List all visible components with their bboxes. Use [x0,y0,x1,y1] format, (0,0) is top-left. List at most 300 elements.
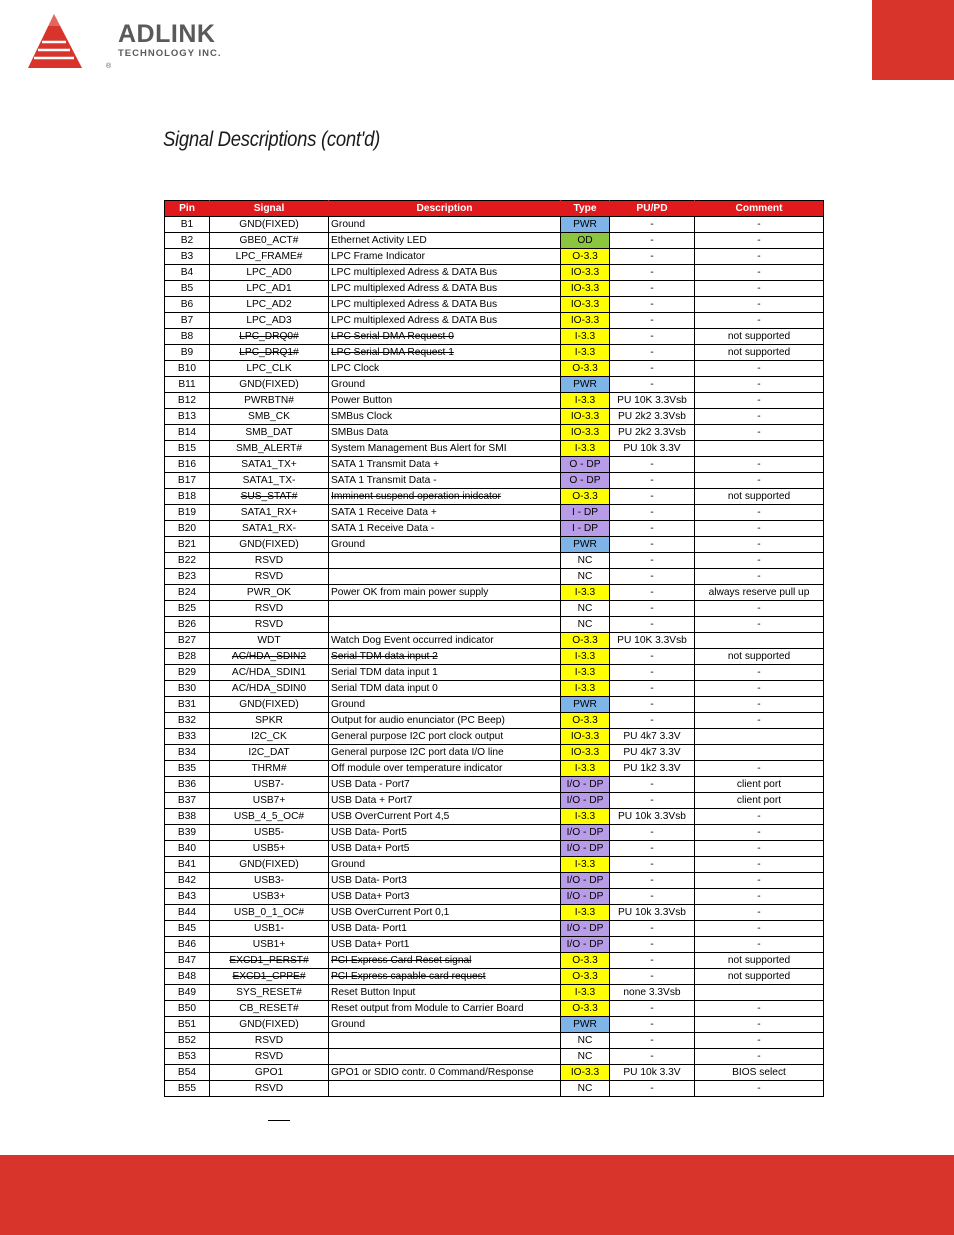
comment-cell-text: - [757,1018,761,1030]
pupd-cell-text: - [650,346,654,358]
pin-cell-text: B12 [177,394,197,406]
description-cell-text: USB Data- Port1 [331,922,407,934]
pin-cell [165,681,210,697]
pin-cell [165,233,210,249]
table-row [165,633,824,649]
pupd-cell-text: - [650,698,654,710]
type-cell-text: NC [577,554,593,566]
signal-cell [210,1033,329,1049]
signal-cell-text: SMB_DAT [245,426,293,438]
type-cell [561,361,610,377]
description-cell-text: PCI Express Card Reset signal [331,954,472,966]
pupd-cell [610,825,695,841]
pin-cell-text: B33 [177,730,197,742]
table-row [165,281,824,297]
signal-cell [210,969,329,985]
signal-cell-text: USB_4_5_OC# [233,810,305,822]
pin-cell-text: B35 [177,762,197,774]
table-row [165,1033,824,1049]
table-row [165,969,824,985]
comment-cell-text: not supported [727,650,791,662]
description-cell [329,281,561,297]
pin-cell-text: B8 [180,330,194,342]
pin-cell-text: B29 [177,666,197,678]
comment-cell-text: - [757,538,761,550]
signal-cell [210,217,329,233]
signal-cell-text: USB7+ [252,794,286,806]
pupd-cell-text: - [650,1018,654,1030]
description-cell [329,1033,561,1049]
comment-cell [695,233,824,249]
signal-cell-text: SATA1_RX+ [240,506,298,518]
header-type: Type [561,201,610,217]
comment-cell [695,569,824,585]
signal-cell [210,681,329,697]
comment-cell-text: - [757,842,761,854]
signal-table [164,200,824,1097]
type-cell-text: NC [577,1082,593,1094]
type-cell-text: I - DP [571,506,599,518]
type-cell-text: OD [577,234,593,246]
pupd-cell-text: PU 10k 3.3Vsb [618,906,686,918]
description-cell [329,761,561,777]
table-row [165,249,824,265]
comment-cell [695,393,824,409]
type-cell-text: I/O - DP [566,874,604,886]
pupd-cell [610,425,695,441]
type-cell [561,665,610,681]
pin-cell-text: B7 [180,314,194,326]
pupd-cell [610,889,695,905]
type-cell [561,985,610,1001]
comment-cell [695,329,824,345]
pupd-cell-text: - [650,250,654,262]
pupd-cell [610,313,695,329]
pupd-cell [610,1049,695,1065]
type-cell [561,729,610,745]
comment-cell [695,265,824,281]
pin-cell [165,393,210,409]
table-row [165,553,824,569]
signal-cell [210,777,329,793]
comment-cell-text: - [757,1050,761,1062]
pupd-cell [610,985,695,1001]
table-row [165,697,824,713]
pin-cell-text: B46 [177,938,197,950]
pin-cell [165,713,210,729]
type-cell [561,281,610,297]
table-row [165,233,824,249]
description-cell-text: Power OK from main power supply [331,586,489,598]
description-cell-text: USB Data + Port7 [331,794,413,806]
pin-cell-text: B21 [177,538,197,550]
table-row [165,681,824,697]
pupd-cell [610,265,695,281]
type-cell [561,313,610,329]
pupd-cell [610,553,695,569]
comment-cell [695,313,824,329]
comment-cell-text: - [757,666,761,678]
signal-cell [210,889,329,905]
pin-cell [165,601,210,617]
pin-cell [165,745,210,761]
pupd-cell [610,1001,695,1017]
pupd-cell-text: - [650,314,654,326]
description-cell-text: SATA 1 Receive Data + [331,506,437,518]
pin-cell [165,1081,210,1097]
table-row [165,857,824,873]
pin-cell-text: B18 [177,490,197,502]
pupd-cell-text: - [650,602,654,614]
pin-cell [165,953,210,969]
pupd-cell-text: PU 10k 3.3V [623,442,681,454]
description-cell [329,313,561,329]
comment-cell [695,633,824,649]
pupd-cell [610,681,695,697]
pupd-cell [610,249,695,265]
signal-cell-text: EXCD1_CPPE# [232,970,306,982]
signal-cell [210,249,329,265]
type-cell-text: I-3.3 [574,666,596,678]
pupd-cell-text: - [650,298,654,310]
description-cell [329,1017,561,1033]
pupd-cell [610,585,695,601]
pin-cell [165,505,210,521]
type-cell [561,889,610,905]
type-cell-text: I-3.3 [574,762,596,774]
pin-cell [165,617,210,633]
signal-cell-text: RSVD [254,570,284,582]
type-cell [561,905,610,921]
footer-bar [0,1155,954,1235]
pin-cell [165,1001,210,1017]
signal-cell-text: RSVD [254,1050,284,1062]
signal-cell-text: USB1+ [252,938,286,950]
header-comment: Comment [695,201,824,217]
pin-cell [165,1049,210,1065]
pupd-cell-text: - [650,570,654,582]
comment-cell-text: - [757,922,761,934]
description-cell-text: SATA 1 Receive Data - [331,522,435,534]
signal-cell [210,313,329,329]
description-cell-text: USB Data- Port5 [331,826,407,838]
description-cell-text: PCI Express capable card request [331,970,486,982]
comment-cell [695,729,824,745]
description-cell [329,697,561,713]
table-row [165,937,824,953]
signal-cell-text: USB1- [253,922,284,934]
type-cell [561,953,610,969]
comment-cell [695,521,824,537]
pin-cell [165,809,210,825]
pin-cell-text: B19 [177,506,197,518]
comment-cell-text: - [757,378,761,390]
type-cell [561,249,610,265]
pin-cell [165,441,210,457]
pin-cell-text: B53 [177,1050,197,1062]
pin-cell-text: B1 [180,218,194,230]
description-cell-text: Serial TDM data input 0 [331,682,438,694]
comment-cell-text: - [757,810,761,822]
signal-cell-text: SATA1_TX- [242,474,296,486]
comment-cell [695,873,824,889]
pin-cell [165,281,210,297]
table-row [165,457,824,473]
signal-cell-text: LPC_DRQ1# [239,346,299,358]
comment-cell [695,809,824,825]
description-cell [329,681,561,697]
pupd-cell-text: - [650,650,654,662]
description-cell-text: Watch Dog Event occurred indicator [331,634,494,646]
type-cell [561,489,610,505]
type-cell [561,617,610,633]
table-row [165,265,824,281]
pin-cell [165,969,210,985]
pin-cell [165,585,210,601]
pupd-cell [610,473,695,489]
pin-cell-text: B26 [177,618,197,630]
type-cell-text: NC [577,602,593,614]
comment-cell-text: - [757,682,761,694]
pin-cell [165,761,210,777]
pin-cell [165,537,210,553]
signal-cell-text: GND(FIXED) [239,538,299,550]
table-row [165,729,824,745]
pupd-cell-text: - [650,874,654,886]
pupd-cell-text: PU 10K 3.3Vsb [617,394,687,406]
type-cell-text: I-3.3 [574,394,596,406]
comment-cell-text: - [757,554,761,566]
type-cell-text: I-3.3 [574,650,596,662]
description-cell-text: LPC multiplexed Adress & DATA Bus [331,314,498,326]
description-cell [329,793,561,809]
comment-cell [695,505,824,521]
comment-cell-text: - [757,906,761,918]
description-cell-text: Serial TDM data input 1 [331,666,438,678]
header-pin: Pin [165,201,210,217]
pin-cell [165,489,210,505]
comment-cell-text: - [757,218,761,230]
pupd-cell [610,649,695,665]
signal-cell [210,1049,329,1065]
table-row [165,841,824,857]
pin-cell-text: B30 [177,682,197,694]
type-cell-text: IO-3.3 [570,746,600,758]
logo-subtitle: TECHNOLOGY INC. [118,48,222,59]
pin-cell [165,729,210,745]
comment-cell [695,473,824,489]
pupd-cell-text: - [650,890,654,902]
pupd-cell-text: - [650,330,654,342]
corner-tab [872,0,954,80]
pin-cell-text: B55 [177,1082,197,1094]
table-row [165,521,824,537]
pin-cell-text: B48 [177,970,197,982]
pin-cell [165,521,210,537]
pupd-cell [610,409,695,425]
description-cell [329,1081,561,1097]
header-signal: Signal [210,201,329,217]
pin-cell [165,457,210,473]
type-cell [561,713,610,729]
pin-cell-text: B34 [177,746,197,758]
type-cell [561,809,610,825]
type-cell-text: I/O - DP [566,826,604,838]
pupd-cell [610,809,695,825]
comment-cell [695,537,824,553]
pin-cell-text: B43 [177,890,197,902]
signal-cell [210,329,329,345]
description-cell [329,905,561,921]
type-cell-text: O-3.3 [572,490,598,502]
type-cell [561,585,610,601]
signal-cell-text: GND(FIXED) [239,218,299,230]
type-cell [561,425,610,441]
description-cell [329,361,561,377]
description-cell-text: Reset output from Module to Carrier Board [331,1002,524,1014]
pin-cell-text: B38 [177,810,197,822]
table-row [165,345,824,361]
signal-cell-text: GBE0_ACT# [239,234,299,246]
comment-cell-text: - [757,234,761,246]
pin-cell-text: B45 [177,922,197,934]
type-cell-text: NC [577,618,593,630]
type-cell [561,569,610,585]
type-cell [561,537,610,553]
table-row [165,585,824,601]
signal-cell [210,953,329,969]
pin-cell-text: B23 [177,570,197,582]
table-row [165,793,824,809]
pin-cell [165,249,210,265]
comment-cell-text: not supported [727,330,791,342]
comment-cell-text: always reserve pull up [708,586,810,598]
comment-cell [695,217,824,233]
table-row [165,313,824,329]
pin-cell-text: B16 [177,458,197,470]
comment-cell [695,617,824,633]
type-cell [561,921,610,937]
pupd-cell [610,665,695,681]
pupd-cell-text: PU 4k7 3.3V [623,746,681,758]
comment-cell-text: - [757,570,761,582]
pupd-cell [610,457,695,473]
comment-cell [695,889,824,905]
pupd-cell [610,937,695,953]
pin-cell [165,905,210,921]
logo-triangle-icon [26,12,106,74]
description-cell-text: SATA 1 Transmit Data - [331,474,437,486]
comment-cell-text: - [757,826,761,838]
description-cell-text: General purpose I2C port clock output [331,730,504,742]
table-row [165,409,824,425]
pupd-cell [610,217,695,233]
signal-cell-text: SATA1_RX- [242,522,296,534]
table-row [165,489,824,505]
pin-cell-text: B14 [177,426,197,438]
signal-cell [210,569,329,585]
comment-cell-text: - [757,394,761,406]
description-cell [329,777,561,793]
table-row [165,777,824,793]
pupd-cell [610,233,695,249]
description-cell [329,409,561,425]
comment-cell [695,745,824,761]
table-row [165,713,824,729]
signal-cell-text: AC/HDA_SDIN0 [231,682,307,694]
type-cell-text: I/O - DP [566,922,604,934]
pupd-cell [610,713,695,729]
comment-cell [695,489,824,505]
comment-cell [695,681,824,697]
pupd-cell-text: - [650,714,654,726]
signal-cell-text: SUS_STAT# [240,490,298,502]
pin-cell [165,1065,210,1081]
pin-cell-text: B2 [180,234,194,246]
signal-cell [210,665,329,681]
comment-cell [695,409,824,425]
pupd-cell [610,521,695,537]
signal-cell [210,649,329,665]
type-cell-text: IO-3.3 [570,266,600,278]
signal-cell-text: LPC_AD1 [246,282,292,294]
table-row [165,441,824,457]
pupd-cell-text: - [650,938,654,950]
pupd-cell [610,489,695,505]
type-cell-text: O-3.3 [572,1002,598,1014]
table-row [165,809,824,825]
signal-cell [210,505,329,521]
signal-cell [210,873,329,889]
type-cell-text: IO-3.3 [570,314,600,326]
description-cell-text: GPO1 or SDIO contr. 0 Command/Response [331,1066,534,1078]
type-cell-text: NC [577,570,593,582]
signal-cell-text: RSVD [254,602,284,614]
type-cell-text: IO-3.3 [570,1066,600,1078]
pupd-cell-text: - [650,1002,654,1014]
signal-cell [210,745,329,761]
pin-cell [165,345,210,361]
type-cell-text: I-3.3 [574,986,596,998]
pupd-cell-text: PU 1k2 3.3V [623,762,681,774]
description-cell [329,889,561,905]
signal-cell [210,521,329,537]
description-cell-text: System Management Bus Alert for SMI [331,442,507,454]
comment-cell-text: - [757,426,761,438]
pin-cell [165,697,210,713]
type-cell [561,521,610,537]
pin-cell-text: B37 [177,794,197,806]
pin-cell-text: B40 [177,842,197,854]
type-cell [561,633,610,649]
type-cell-text: IO-3.3 [570,298,600,310]
signal-cell-text: LPC_AD0 [246,266,292,278]
description-cell-text: Reset Button Input [331,986,416,998]
signal-cell [210,1017,329,1033]
pin-cell [165,889,210,905]
signal-cell [210,921,329,937]
type-cell-text: IO-3.3 [570,282,600,294]
type-cell [561,393,610,409]
comment-cell [695,553,824,569]
comment-cell [695,713,824,729]
description-cell-text: SMBus Clock [331,410,393,422]
comment-cell [695,1017,824,1033]
logo-registered-mark: ® [106,63,112,70]
description-cell [329,809,561,825]
pin-cell [165,569,210,585]
pin-cell [165,297,210,313]
